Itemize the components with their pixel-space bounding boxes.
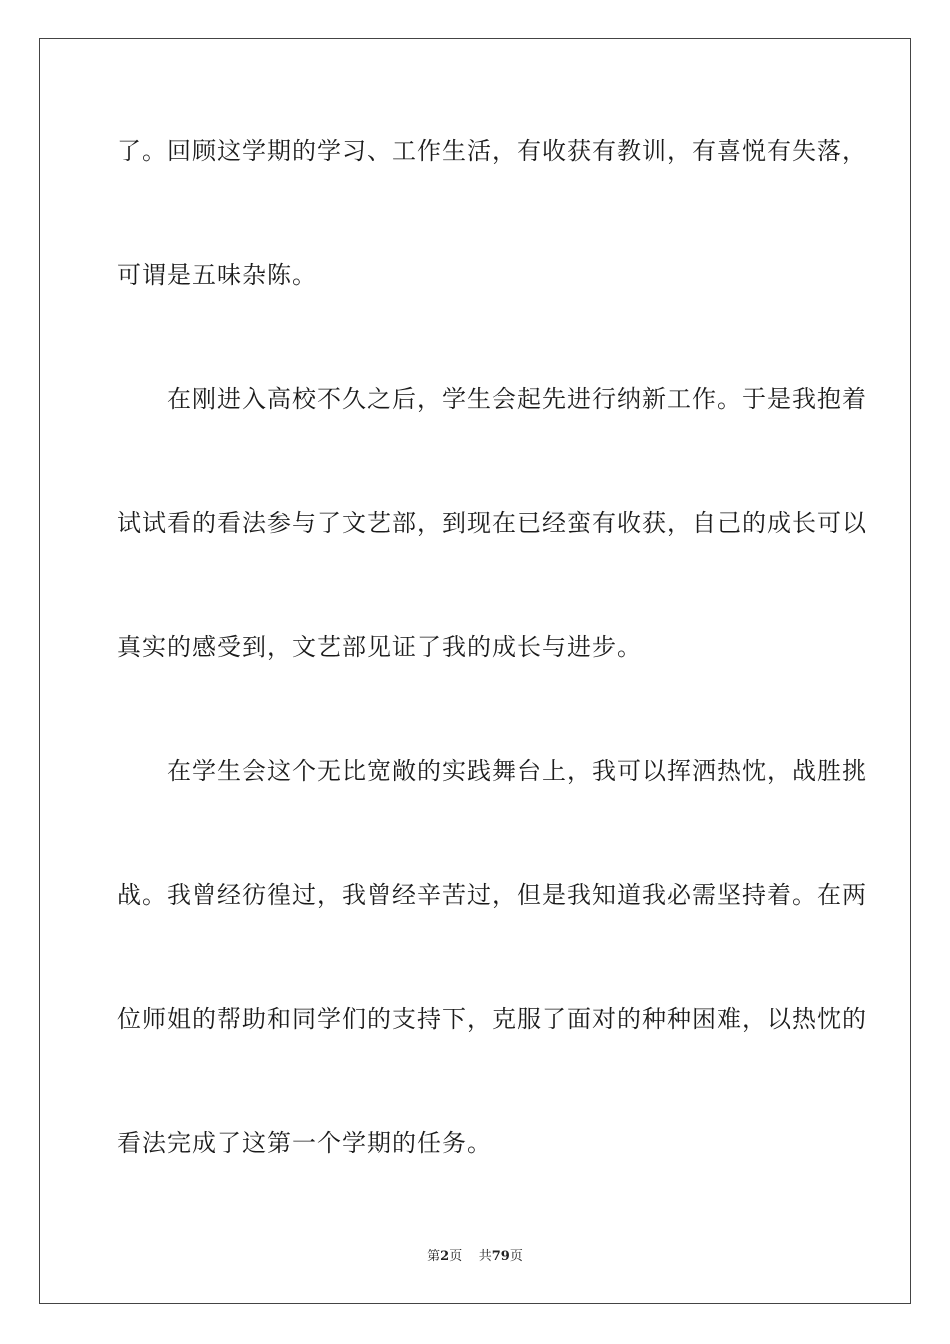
body-text-line-4: 试试看的看法参与了文艺部，到现在已经蛮有收获，自己的成长可以: [117, 509, 867, 537]
body-text-line-3: 在刚进入高校不久之后，学生会起先进行纳新工作。于是我抱着: [117, 385, 867, 413]
page-prefix: 第: [427, 1249, 441, 1264]
body-text-line-9: 看法完成了这第一个学期的任务。: [117, 1129, 492, 1157]
body-text-line-6: 在学生会这个无比宽敞的实践舞台上，我可以挥洒热忱，战胜挑: [117, 757, 867, 785]
page-suffix: 页: [449, 1249, 463, 1264]
page-frame: [39, 38, 911, 1304]
page-footer: [0, 1249, 950, 1265]
body-text-line-2: 可谓是五味杂陈。: [117, 261, 317, 289]
total-suffix: 页: [509, 1249, 523, 1264]
body-text-line-5: 真实的感受到，文艺部见证了我的成长与进步。: [117, 633, 642, 661]
page-number: 2: [440, 1249, 450, 1264]
body-text-line-8: 位师姐的帮助和同学们的支持下，克服了面对的种种困难，以热忱的: [117, 1005, 867, 1033]
body-text-line-1: 了。回顾这学期的学习、工作生活，有收获有教训，有喜悦有失落，: [117, 137, 867, 165]
body-text-line-7: 战。我曾经彷徨过，我曾经辛苦过，但是我知道我必需坚持着。在两: [117, 881, 867, 909]
total-pages: 79: [491, 1249, 510, 1264]
total-prefix: 共: [478, 1249, 492, 1264]
